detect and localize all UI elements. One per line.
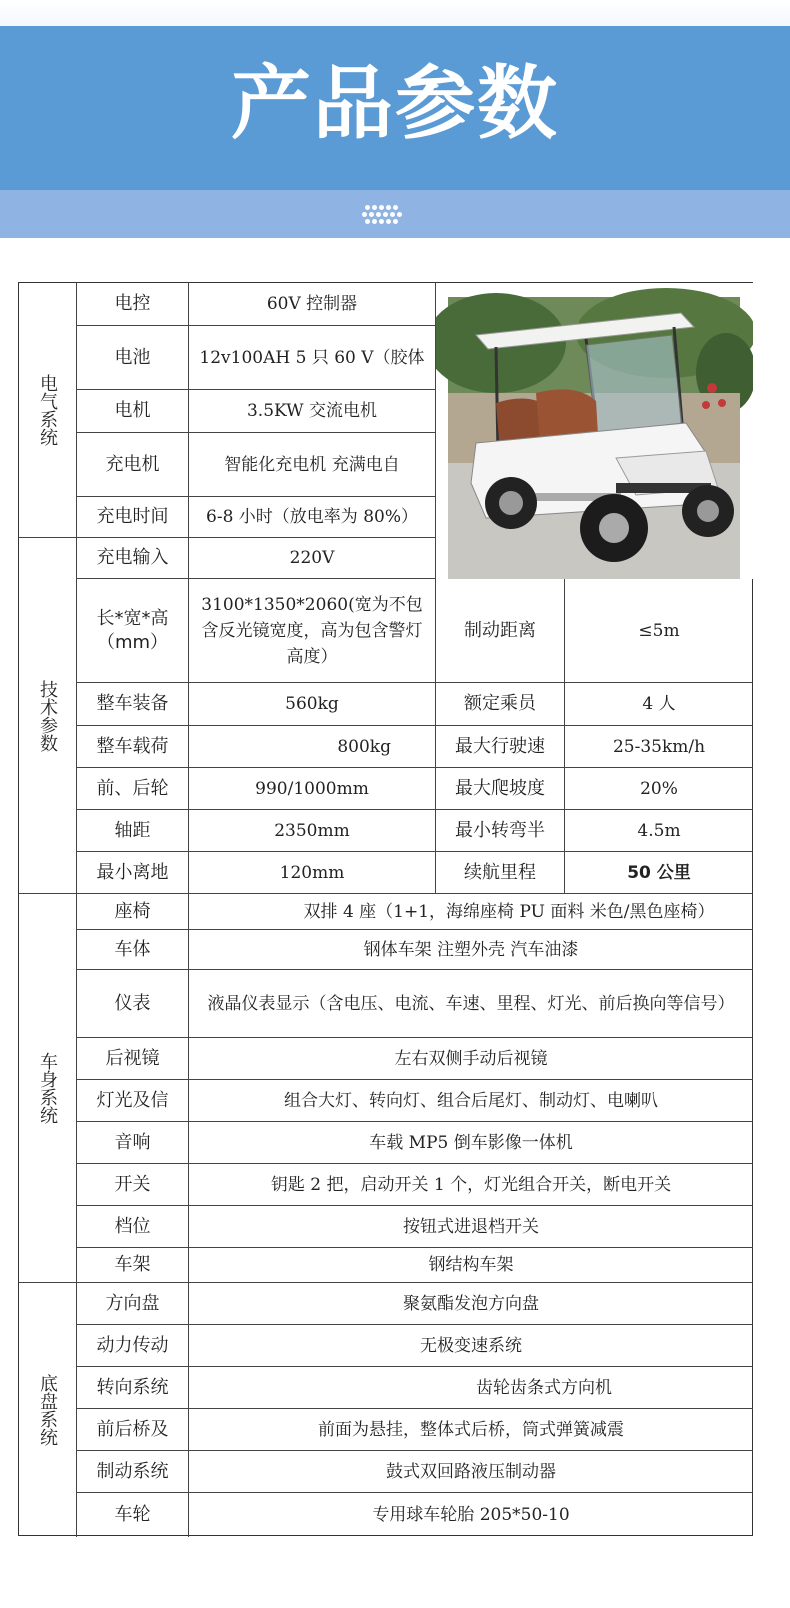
spec-value: 560kg [189, 683, 436, 726]
spec-label: 续航里程 [436, 852, 565, 894]
spec-label: 档位 [77, 1206, 189, 1248]
spec-label: 前、后轮 [77, 768, 189, 810]
spec-label: 开关 [77, 1164, 189, 1206]
spec-label: 电控 [77, 283, 189, 326]
spec-label: 车架 [77, 1248, 189, 1283]
spec-label: 充电机 [77, 433, 189, 497]
spec-label: 仪表 [77, 970, 189, 1038]
spec-value: 液晶仪表显示（含电压、电流、车速、里程、灯光、前后换向等信号） [189, 970, 753, 1038]
dots-icon [362, 203, 402, 227]
spec-value: 聚氨酯发泡方向盘 [189, 1283, 753, 1325]
spec-label: 最小离地 [77, 852, 189, 894]
spec-value: 双排 4 座（1+1，海绵座椅 PU 面料 米色/黑色座椅） [189, 894, 753, 930]
spec-value: 钢结构车架 [189, 1248, 753, 1283]
spec-label: 后视镜 [77, 1038, 189, 1080]
spec-value: 60V 控制器 [189, 283, 436, 326]
spec-value: 智能化充电机 充满电自 [189, 433, 436, 497]
spec-label: 动力传动 [77, 1325, 189, 1367]
section-body: 车身系统 [19, 894, 77, 1283]
spec-value: ≤5m [565, 579, 753, 683]
spec-value: 3.5KW 交流电机 [189, 390, 436, 433]
spec-label: 座椅 [77, 894, 189, 930]
section-technical: 技术参数 [19, 538, 77, 894]
spec-value: 专用球车轮胎 205*50-10 [372, 1505, 570, 1525]
spec-label: 灯光及信 [77, 1080, 189, 1122]
spec-label: 音响 [77, 1122, 189, 1164]
spec-label: 电机 [77, 390, 189, 433]
spec-label: 车轮 [77, 1493, 189, 1537]
spec-label: 充电时间 [77, 497, 189, 538]
spec-value: 4.5m [565, 810, 753, 852]
spec-value: 车载 MP5 倒车影像一体机 [189, 1122, 753, 1164]
spec-label: 轴距 [77, 810, 189, 852]
top-strip [0, 0, 790, 26]
spec-value: 12v100AH 5 只 60 V（胶体 [189, 326, 436, 390]
section-electrical: 电气系统 [19, 283, 77, 538]
spec-label: 整车装备 [77, 683, 189, 726]
spec-value: 钥匙 2 把，启动开关 1 个，灯光组合开关，断电开关 [189, 1164, 753, 1206]
spec-label: 最大爬坡度 [436, 768, 565, 810]
spec-value: 组合大灯、转向灯、组合后尾灯、制动灯、电喇叭 [189, 1080, 753, 1122]
spec-value: 3100*1350*2060(宽为不包含反光镜宽度，高为包含警灯高度） [189, 579, 436, 683]
spec-label: 制动系统 [77, 1451, 189, 1493]
spec-label: 最小转弯半 [436, 810, 565, 852]
spec-label: 转向系统 [77, 1367, 189, 1409]
spec-value: 前面为悬挂，整体式后桥，筒式弹簧减震 [189, 1409, 753, 1451]
spec-value: 20% [565, 768, 753, 810]
spec-value: 钢体车架 注塑外壳 汽车油漆 [189, 930, 753, 970]
spec-value: 2350mm [189, 810, 436, 852]
spec-value: 左右双侧手动后视镜 [189, 1038, 753, 1080]
spec-label: 前后桥及 [77, 1409, 189, 1451]
spec-label: 车体 [77, 930, 189, 970]
product-photo [436, 283, 753, 579]
spec-label: 整车载荷 [77, 726, 189, 768]
spec-label: 电池 [77, 326, 189, 390]
spec-value: 990/1000mm [189, 768, 436, 810]
spec-value: 6-8 小时（放电率为 80%） [189, 497, 436, 538]
spec-value: 鼓式双回路液压制动器 [189, 1451, 753, 1493]
spec-value: 齿轮齿条式方向机 [189, 1367, 753, 1409]
spec-label: 制动距离 [436, 579, 565, 683]
spec-value: 按钮式进退档开关 [189, 1206, 753, 1248]
spec-value: 无极变速系统 [189, 1325, 753, 1367]
spec-label: 最大行驶速 [436, 726, 565, 768]
spec-value: 4 人 [565, 683, 753, 726]
spec-value: 220V [189, 538, 436, 579]
section-chassis: 底盘系统 [19, 1283, 77, 1537]
spec-label: 充电输入 [77, 538, 189, 579]
spec-value: 800kg [189, 726, 436, 768]
page-title: 产品参数 [231, 57, 559, 150]
spec-value: 50 公里 [565, 852, 753, 894]
spec-label: 方向盘 [77, 1283, 189, 1325]
spec-value: 25-35km/h [565, 726, 753, 768]
spec-label: 长*宽*高（mm） [77, 579, 189, 683]
spec-value: 120mm [189, 852, 436, 894]
spec-label: 额定乘员 [436, 683, 565, 726]
spec-table [18, 282, 753, 1536]
